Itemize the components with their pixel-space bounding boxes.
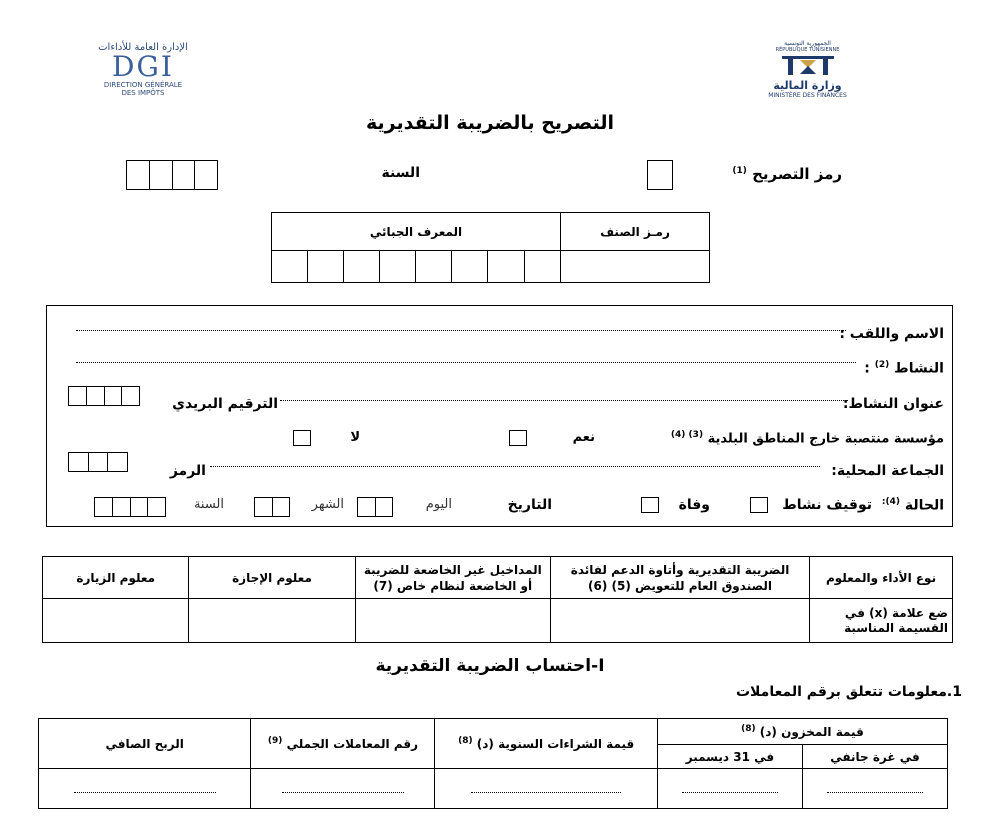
tax-type-col4: معلوم الإجازة xyxy=(189,557,355,599)
tax-id-cell[interactable] xyxy=(344,251,380,283)
status-note: (4): xyxy=(881,497,900,507)
stop-activity-label: توقيف نشاط xyxy=(782,497,872,513)
day-cells[interactable] xyxy=(357,497,393,517)
tax-id-cell[interactable] xyxy=(416,251,452,283)
stop-activity-checkbox[interactable] xyxy=(750,497,768,513)
date-year-cells[interactable] xyxy=(94,497,166,517)
tax-id-label: المعرف الجبائي xyxy=(272,213,561,251)
local-community-field[interactable] xyxy=(210,466,820,467)
mark-instruction-line2: القسيمة المناسبة xyxy=(844,620,948,635)
tax-id-cell[interactable] xyxy=(524,251,560,283)
dec-31-field[interactable] xyxy=(657,769,802,809)
tax-id-cell[interactable] xyxy=(488,251,524,283)
outside-municipal-note: (3) (4) xyxy=(670,430,704,440)
address-label: عنوان النشاط: xyxy=(842,396,944,412)
death-label: وفاة xyxy=(678,497,710,513)
address-field[interactable] xyxy=(280,400,848,401)
total-turnover-header xyxy=(251,719,435,769)
tax-type-col3-line1: المداخيل غير الخاضعة للضريبة xyxy=(363,562,542,577)
purchases-text: قيمة الشراءات السنوية (د) xyxy=(476,737,635,751)
dgi-french-1: DIRECTION GÉNÉRALE xyxy=(103,81,183,89)
stock-value-header xyxy=(657,719,947,745)
ministry-line1: الجمهورية التونسية xyxy=(784,40,831,47)
category-code-cell[interactable] xyxy=(561,251,710,283)
total-turnover-field[interactable] xyxy=(251,769,435,809)
date-year-label: السنة xyxy=(193,497,224,512)
local-code-cells[interactable] xyxy=(68,452,128,472)
tax-type-col5: معلوم الزيارة xyxy=(43,557,189,599)
stock-value-note: (8) xyxy=(741,724,756,734)
ministry-line2: RÉPUBLIQUE TUNISIENNE xyxy=(775,47,840,53)
tax-type-col3 xyxy=(355,557,551,599)
dgi-logo-text: DGI xyxy=(112,50,174,83)
tax-type-table xyxy=(42,556,953,643)
day-label: اليوم xyxy=(425,497,452,512)
first-jan-field[interactable] xyxy=(803,769,948,809)
net-profit-header: الربح الصافي xyxy=(39,719,251,769)
outside-municipal-label xyxy=(620,430,944,446)
ministry-logo xyxy=(760,40,855,108)
stock-value-text: قيمة المخزون (د) xyxy=(759,725,864,739)
postal-code-label: الترقيم البريدي xyxy=(172,396,278,412)
tax-id-cell[interactable] xyxy=(272,251,308,283)
visit-fee-checkbox-cell[interactable] xyxy=(43,599,189,643)
dgi-french-2: DES IMPÔTS xyxy=(121,89,165,97)
tax-type-col2 xyxy=(551,557,810,599)
page-title: التصريح بالضريبة التقديرية xyxy=(365,112,615,134)
total-turnover-note: (9) xyxy=(267,736,283,746)
date-label: التاريخ xyxy=(507,497,552,513)
section-subtitle: 1.معلومات تتعلق برقم المعاملات xyxy=(735,684,962,700)
name-field[interactable] xyxy=(76,330,846,331)
dec-31-dots xyxy=(682,790,777,793)
tax-type-col1: نوع الأداء والمعلوم xyxy=(810,557,953,599)
month-cells[interactable] xyxy=(254,497,290,517)
yes-label: نعم xyxy=(572,430,595,445)
mark-instruction-line1: ضع علامة (x) في xyxy=(844,605,948,620)
purchases-field[interactable] xyxy=(435,769,657,809)
ministry-arabic: وزارة المالية xyxy=(773,79,842,92)
activity-label xyxy=(850,360,944,377)
section-title: I-احتساب الضريبة التقديرية xyxy=(375,656,605,676)
total-turnover-dots xyxy=(282,790,405,793)
first-jan-header: في غرة جانفي xyxy=(803,745,948,769)
tax-id-table xyxy=(271,212,710,283)
declaration-code-text: رمز التصريح xyxy=(752,165,842,183)
turnover-table xyxy=(38,718,948,809)
declaration-code-note: (1) xyxy=(732,166,747,176)
tax-type-col3-line2: أو الخاضعة لنظام خاص (7) xyxy=(373,578,533,593)
total-turnover-text: رقم المعاملات الجملي xyxy=(286,737,418,751)
mark-instruction xyxy=(810,599,953,643)
activity-field[interactable] xyxy=(76,362,856,363)
local-community-label: الجماعة المحلية: xyxy=(831,463,944,479)
activity-colon: : xyxy=(864,360,870,377)
taxpayer-info-box xyxy=(46,305,953,527)
tax-id-cell[interactable] xyxy=(308,251,344,283)
license-fee-checkbox-cell[interactable] xyxy=(189,599,355,643)
dec-31-header: في 31 ديسمبر xyxy=(657,745,802,769)
postal-code-cells[interactable] xyxy=(68,386,140,406)
tax-type-col2-line2: الصندوق العام للتعويض (5) (6) xyxy=(588,578,773,593)
category-code-label: رمـز الصنف xyxy=(561,213,710,251)
yes-checkbox[interactable] xyxy=(509,430,527,446)
purchases-header xyxy=(435,719,657,769)
status-label xyxy=(876,497,944,514)
month-label: الشهر xyxy=(311,497,344,512)
tax-id-cell[interactable] xyxy=(380,251,416,283)
dgi-arabic: الإدارة العامة للأداءات xyxy=(98,42,188,53)
year-input-cells[interactable] xyxy=(126,160,218,190)
activity-note: (2) xyxy=(874,360,890,370)
estimated-tax-checkbox-cell[interactable] xyxy=(551,599,810,643)
activity-text: النشاط xyxy=(894,360,944,377)
tax-id-cell[interactable] xyxy=(452,251,488,283)
status-text: الحالة xyxy=(904,497,944,514)
no-checkbox[interactable] xyxy=(293,430,311,446)
purchases-dots xyxy=(471,790,620,793)
exempt-income-checkbox-cell[interactable] xyxy=(355,599,551,643)
net-profit-field[interactable] xyxy=(39,769,251,809)
code-label: الرمز xyxy=(169,463,206,479)
purchases-note: (8) xyxy=(458,736,473,746)
dgi-logo xyxy=(88,42,198,102)
no-label: لا xyxy=(350,430,360,445)
year-label: السنة xyxy=(381,165,420,181)
name-label: الاسم واللقب : xyxy=(839,326,944,342)
first-jan-dots xyxy=(827,790,922,793)
pillar-emblem-icon xyxy=(778,54,838,78)
net-profit-dots xyxy=(74,790,216,793)
declaration-code-box[interactable] xyxy=(647,160,673,190)
tax-type-col2-line1: الضريبة التقديرية وأتاوة الدعم لفائدة xyxy=(570,562,790,577)
outside-municipal-text: مؤسسة منتصبة خارج المناطق البلدية xyxy=(707,431,944,447)
declaration-code-label xyxy=(700,165,842,183)
ministry-french: MINISTÈRE DES FINANCES xyxy=(768,92,847,99)
death-checkbox[interactable] xyxy=(641,497,659,513)
